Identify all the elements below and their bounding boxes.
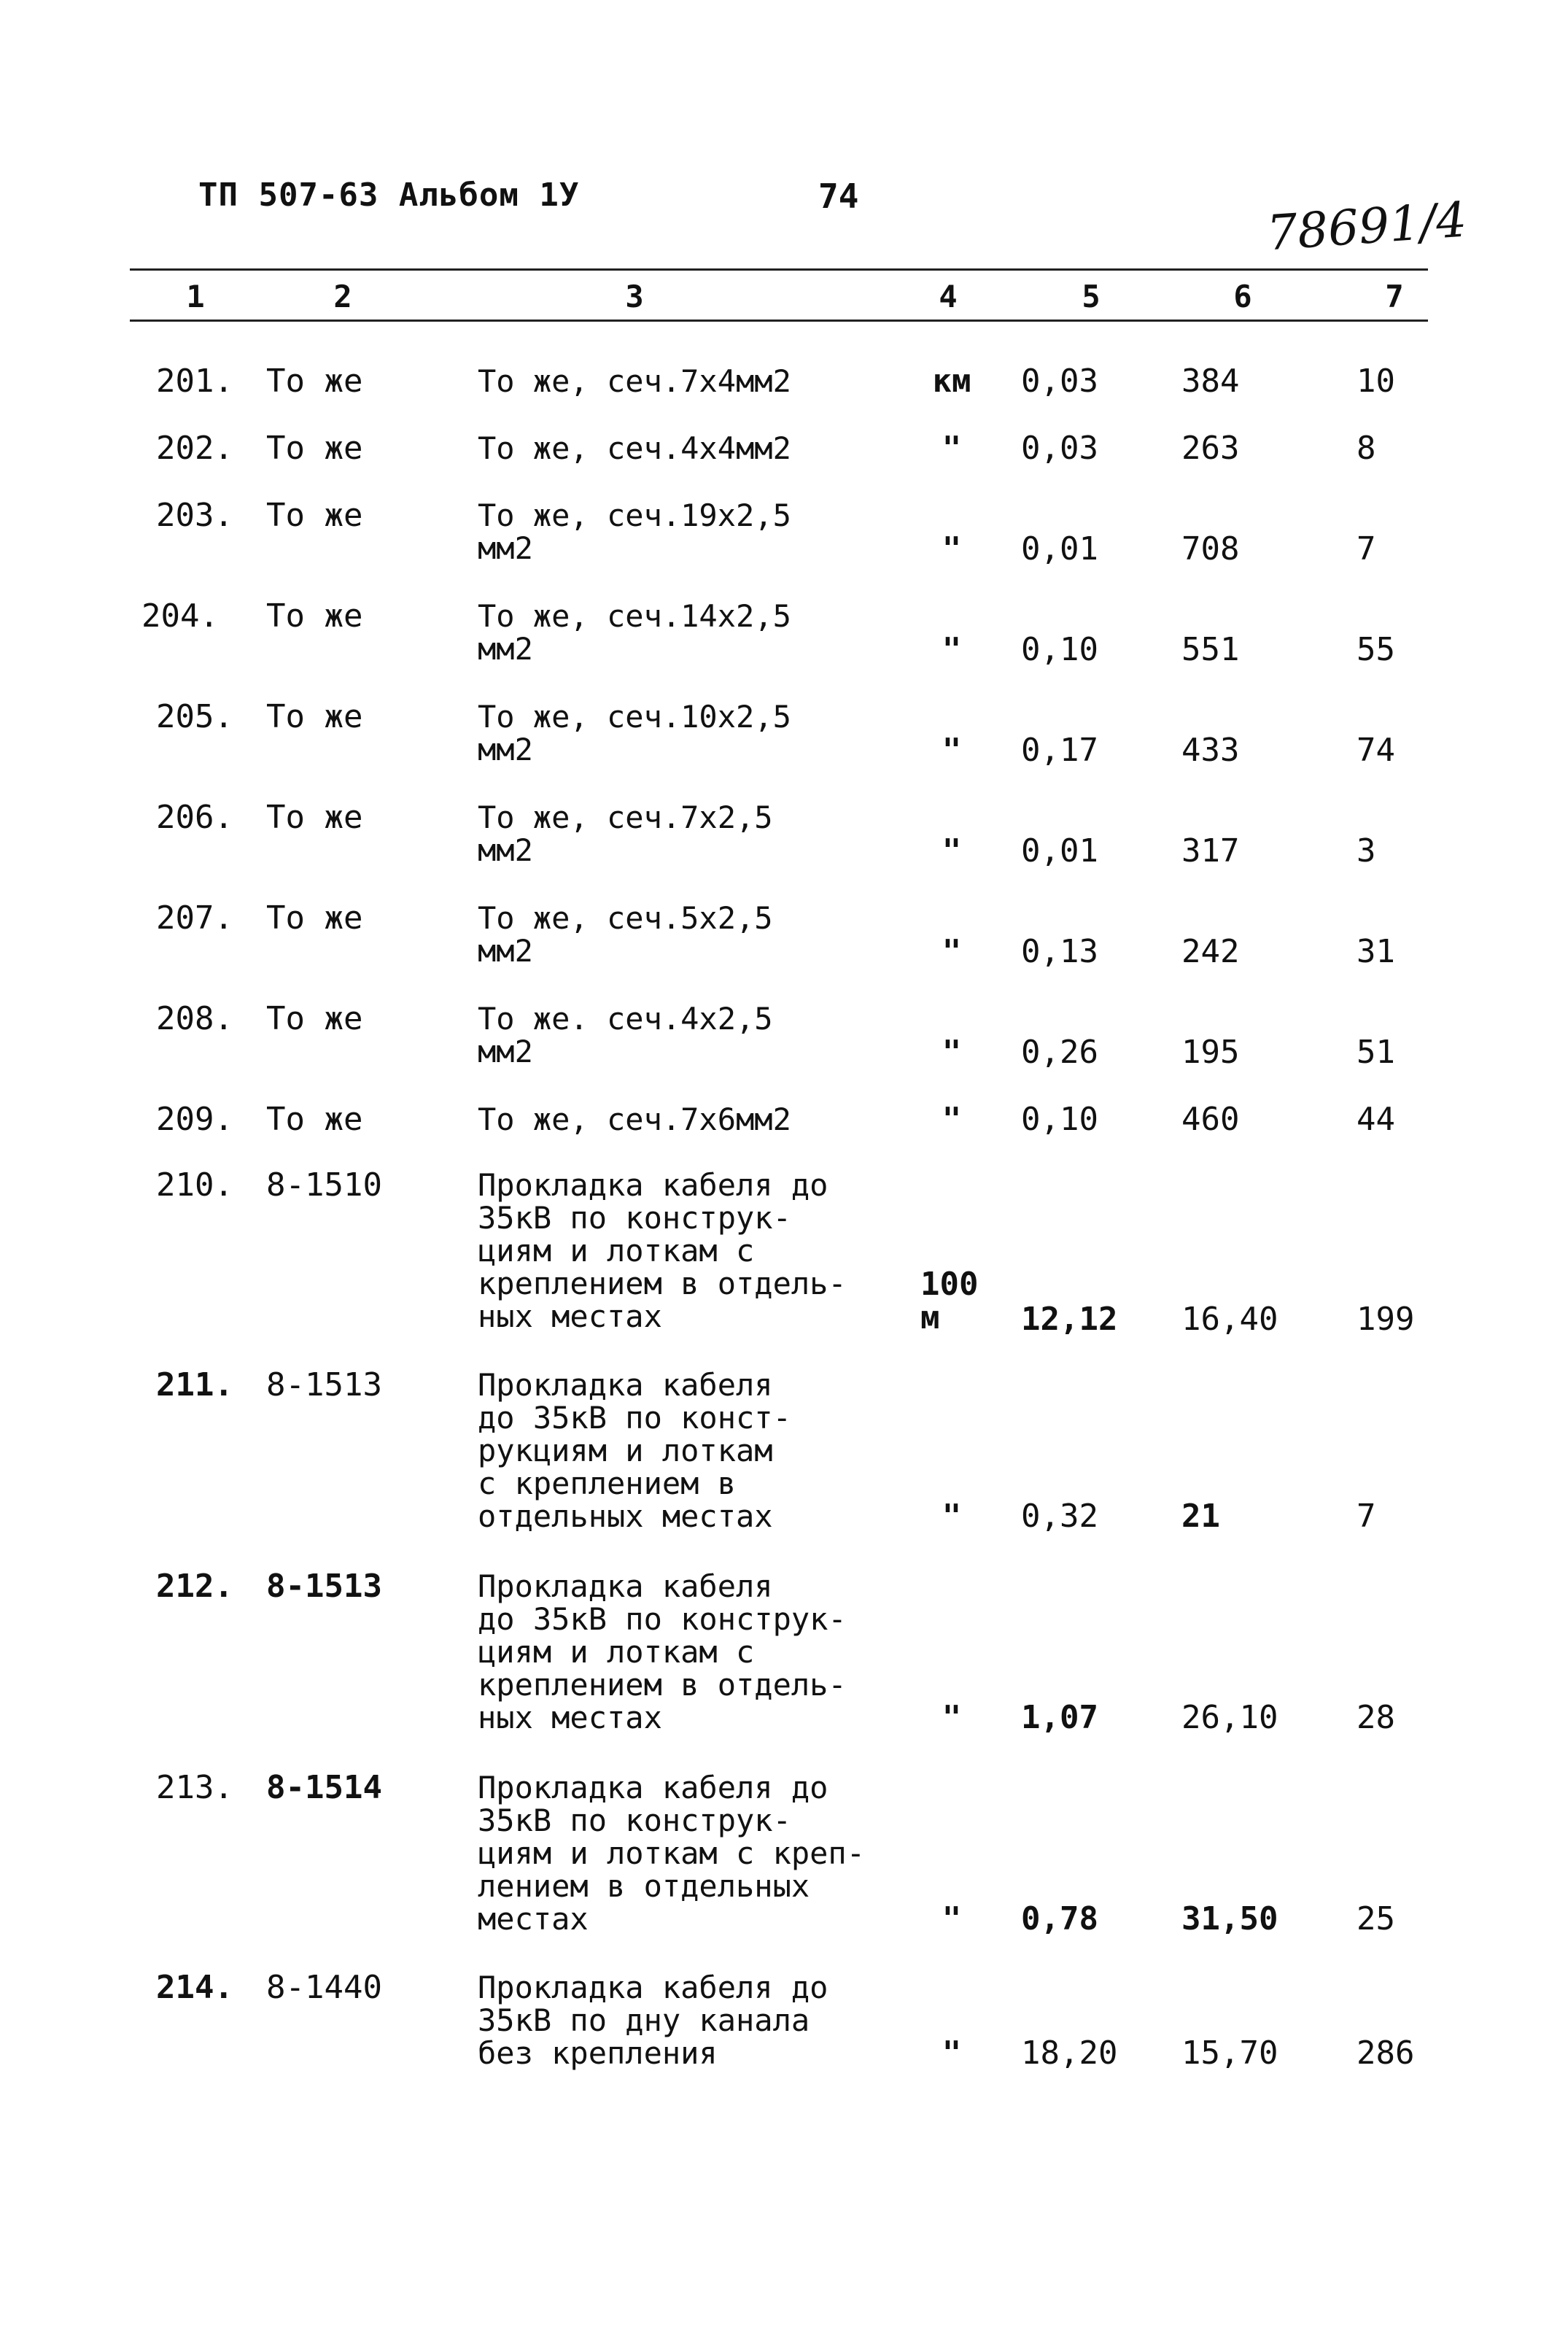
total-cost: 55	[1357, 631, 1395, 668]
unit: "	[942, 1900, 962, 1937]
unit-price: 26,10	[1181, 1699, 1278, 1736]
quantity: 0,10	[1021, 631, 1098, 668]
unit: "	[942, 2034, 962, 2072]
work-description: То же, сеч.14х2,5 мм2	[478, 598, 791, 667]
total-cost: 25	[1357, 1900, 1395, 1937]
unit: "	[942, 832, 962, 870]
row-number: 211.	[156, 1366, 233, 1403]
unit: "	[942, 1498, 962, 1535]
total-cost: 3	[1357, 832, 1376, 870]
work-description: То же, сеч.7х2,5 мм2	[478, 799, 773, 868]
quantity: 0,01	[1021, 832, 1098, 870]
norm-code: То же	[266, 1000, 363, 1037]
work-description: Прокладка кабеля до 35кВ по конструк- циям и лоткам с креплением в отдель- ных местах	[478, 1568, 847, 1735]
norm-code: 8-1513	[266, 1568, 382, 1605]
total-cost: 7	[1357, 530, 1376, 568]
norm-code: То же	[266, 799, 363, 836]
norm-code: То же	[266, 497, 363, 534]
document-reference: ТП 507-63 Альбом 1У	[198, 177, 580, 214]
row-number: 201.	[156, 363, 233, 400]
quantity: 0,13	[1021, 933, 1098, 970]
work-description: Прокладка кабеля до 35кВ по конструк- циям и лоткам с креп- лением в отдельных местах	[478, 1770, 866, 1937]
row-number: 210.	[156, 1166, 233, 1204]
total-cost: 7	[1357, 1498, 1376, 1535]
unit-price: 460	[1181, 1101, 1240, 1138]
quantity: 1,07	[1021, 1699, 1098, 1736]
unit-price: 16,40	[1181, 1301, 1278, 1338]
unit-price: 31,50	[1181, 1900, 1278, 1937]
row-number: 203.	[156, 497, 233, 534]
unit: "	[942, 631, 962, 668]
column-header-5: 5	[1082, 279, 1101, 314]
quantity: 0,17	[1021, 732, 1098, 769]
unit: "	[942, 1101, 962, 1138]
row-number: 206.	[156, 799, 233, 836]
work-description: То же. сеч.4х2,5 мм2	[478, 1001, 773, 1069]
row-number: 212.	[156, 1568, 233, 1605]
quantity: 18,20	[1021, 2034, 1118, 2072]
unit: "	[942, 1699, 962, 1736]
unit-price: 242	[1181, 933, 1240, 970]
handwritten-sheet-code: 78691/4	[1265, 191, 1469, 262]
table-top-rule	[130, 268, 1428, 271]
quantity: 0,03	[1021, 430, 1098, 467]
column-header-row	[0, 271, 1568, 318]
row-number: 209.	[156, 1101, 233, 1138]
unit: км	[932, 363, 971, 400]
unit: "	[942, 732, 962, 769]
table-header-rule	[130, 320, 1428, 322]
total-cost: 10	[1357, 363, 1395, 400]
row-number: 202.	[156, 430, 233, 467]
total-cost: 74	[1357, 732, 1395, 769]
norm-code: То же	[266, 430, 363, 467]
total-cost: 44	[1357, 1101, 1395, 1138]
work-description: Прокладка кабеля до 35кВ по конструк- циям и лоткам с креплением в отдель- ных местах	[478, 1167, 847, 1334]
total-cost: 286	[1357, 2034, 1415, 2072]
work-description: То же, сеч.7х6мм2	[478, 1101, 791, 1137]
unit: "	[942, 1034, 962, 1071]
quantity: 12,12	[1021, 1301, 1118, 1338]
total-cost: 8	[1357, 430, 1376, 467]
norm-code: То же	[266, 597, 363, 635]
column-header-3: 3	[625, 279, 644, 314]
unit-price: 551	[1181, 631, 1240, 668]
unit-price: 15,70	[1181, 2034, 1278, 2072]
quantity: 0,32	[1021, 1498, 1098, 1535]
column-header-7: 7	[1385, 279, 1404, 314]
norm-code: То же	[266, 363, 363, 400]
unit: "	[942, 933, 962, 970]
row-number: 204.	[141, 597, 219, 635]
quantity: 0,10	[1021, 1101, 1098, 1138]
work-description: То же, сеч.19х2,5 мм2	[478, 497, 791, 566]
total-cost: 31	[1357, 933, 1395, 970]
norm-code: То же	[266, 899, 363, 937]
quantity: 0,03	[1021, 363, 1098, 400]
work-description: То же, сеч.7х4мм2	[478, 363, 791, 399]
column-header-6: 6	[1233, 279, 1252, 314]
page-number: 74	[818, 177, 859, 216]
norm-code: 8-1513	[266, 1366, 382, 1403]
work-description: То же, сеч.10х2,5 мм2	[478, 699, 791, 767]
unit-price: 384	[1181, 363, 1240, 400]
total-cost: 28	[1357, 1699, 1395, 1736]
quantity: 0,26	[1021, 1034, 1098, 1071]
unit-price: 21	[1181, 1498, 1220, 1535]
page-header	[198, 169, 1469, 262]
work-description: То же, сеч.4х4мм2	[478, 430, 791, 466]
total-cost: 199	[1357, 1301, 1415, 1338]
row-number: 205.	[156, 698, 233, 735]
work-description: То же, сеч.5х2,5 мм2	[478, 900, 773, 969]
column-header-2: 2	[333, 279, 352, 314]
row-number: 213.	[156, 1769, 233, 1806]
norm-code: 8-1514	[266, 1769, 382, 1806]
quantity: 0,78	[1021, 1900, 1098, 1937]
norm-code: 8-1510	[266, 1166, 382, 1204]
unit-price: 708	[1181, 530, 1240, 568]
norm-code: То же	[266, 1101, 363, 1138]
unit-price: 263	[1181, 430, 1240, 467]
unit: "	[942, 430, 962, 467]
unit: "	[942, 530, 962, 568]
norm-code: То же	[266, 698, 363, 735]
unit-price: 317	[1181, 832, 1240, 870]
work-description: Прокладка кабеля до 35кВ по конст- рукциям и лоткам с креплением в отдельных местах	[478, 1367, 791, 1534]
row-number: 208.	[156, 1000, 233, 1037]
total-cost: 51	[1357, 1034, 1395, 1071]
unit: 100 м	[920, 1266, 979, 1336]
norm-code: 8-1440	[266, 1969, 382, 2006]
unit-price: 195	[1181, 1034, 1240, 1071]
unit-price: 433	[1181, 732, 1240, 769]
column-header-4: 4	[939, 279, 958, 314]
quantity: 0,01	[1021, 530, 1098, 568]
work-description: Прокладка кабеля до 35кВ по дну канала без крепления	[478, 1970, 828, 2071]
column-header-1: 1	[186, 279, 205, 314]
row-number: 207.	[156, 899, 233, 937]
row-number: 214.	[156, 1969, 233, 2006]
